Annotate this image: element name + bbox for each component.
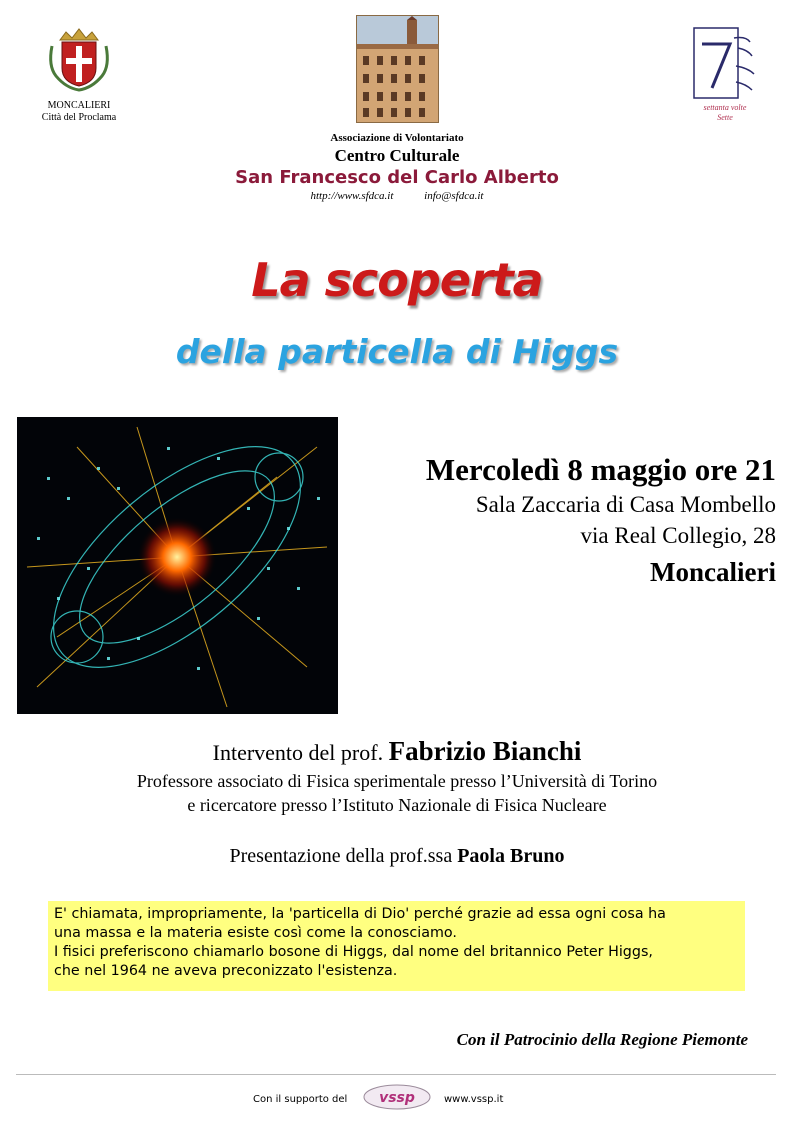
note-line4: che nel 1964 ne aveva preconizzato l'esistenza.: [54, 963, 398, 979]
association-type: Associazione di Volontariato: [330, 132, 464, 144]
support-label: Con il supporto del: [253, 1094, 348, 1105]
association-contacts: [0, 190, 794, 202]
event-address: via Real Collegio, 28: [580, 523, 776, 548]
vssp-logo-icon[interactable]: [362, 1083, 432, 1111]
logo-right-caption-line2: Sette: [717, 113, 733, 122]
settanta-volte-sette-logo-icon: [690, 26, 760, 100]
moncalieri-crest-icon: [46, 26, 112, 92]
info-note-box: [48, 901, 745, 991]
note-line3: I fisici preferiscono chiamarlo bosone di Higgs, dal nome del britannico Peter Higgs,: [54, 944, 653, 960]
association-name: San Francesco del Carlo Alberto: [235, 167, 559, 188]
event-city: Moncalieri: [650, 557, 776, 587]
footer-divider: [16, 1074, 776, 1075]
vssp-logo-text: vssp: [379, 1090, 415, 1106]
email-link[interactable]: info@sfdca.it: [424, 190, 484, 202]
logo-right-caption: [680, 103, 770, 123]
speaker-name: Fabrizio Bianchi: [388, 736, 582, 766]
note-line2: una massa e la materia esiste così come la conosciamo.: [54, 925, 457, 941]
logo-right-caption-line1: settanta volte: [703, 103, 747, 112]
city-name: MONCALIERI: [47, 100, 111, 111]
city-motto: Città del Proclama: [41, 112, 117, 123]
page-subtitle: della particella di Higgs: [175, 332, 619, 371]
page-title: La scoperta: [251, 253, 543, 307]
speaker-intro: Intervento del prof.: [212, 740, 384, 765]
city-caption: [14, 100, 144, 124]
event-place: Sala Zaccaria di Casa Mombello: [475, 492, 776, 517]
footer-url-link[interactable]: www.vssp.it: [444, 1094, 504, 1105]
presenter-name: Paola Bruno: [457, 845, 565, 867]
presenter-intro: Presentazione della prof.ssa: [229, 845, 453, 867]
presenter-line: [0, 845, 794, 868]
website-link[interactable]: http://www.sfdca.it: [310, 190, 394, 202]
association-center: Centro Culturale: [334, 146, 460, 165]
building-photo: [356, 15, 439, 123]
event-date: Mercoledì 8 maggio ore 21: [425, 452, 776, 487]
speaker-role-line1: Professore associato di Fisica sperimentale presso l’Università di Torino: [136, 771, 658, 791]
speaker-role-line2: e ricercatore presso l’Istituto Nazionale di Fisica Nucleare: [187, 795, 607, 815]
collision-graphic: [17, 417, 338, 714]
higgs-collision-image: [17, 417, 338, 714]
speaker-line: [0, 736, 794, 767]
building-photo-graphic: [357, 16, 438, 122]
note-line1: E' chiamata, impropriamente, la 'particella di Dio' perché grazie ad essa ogni cosa ha: [54, 906, 666, 922]
patronage-text: Con il Patrocinio della Regione Piemonte: [456, 1030, 748, 1049]
